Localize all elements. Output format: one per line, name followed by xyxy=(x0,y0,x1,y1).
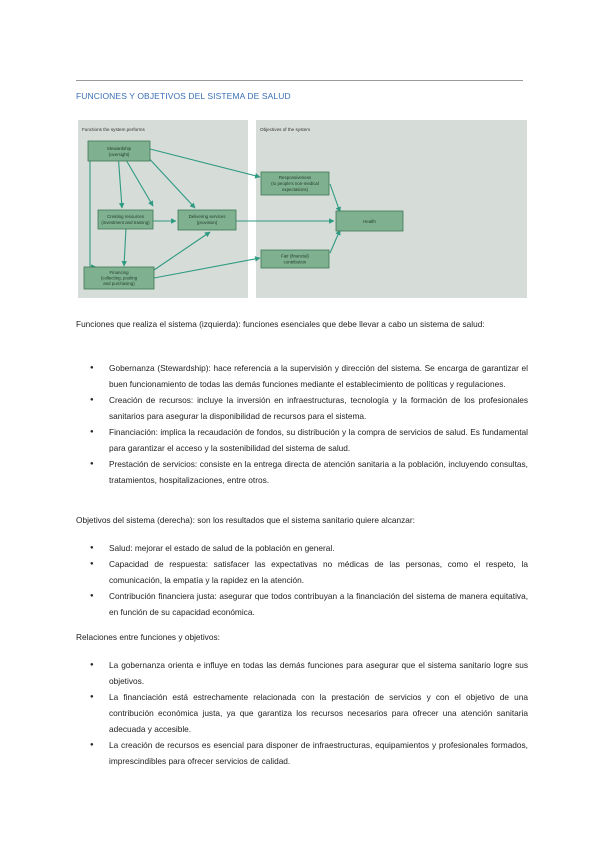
node-financing-line3: and purchasing) xyxy=(103,281,135,286)
list-item: ● Gobernanza (Stewardship): hace referencia a la supervisión y dirección del sistema. Se encarga de garantizar el buen funcionamiento de todas las demás funciones mediante el establecimiento de políticas y regulaciones. xyxy=(76,360,528,392)
objectives-panel-title: Objectives of the system xyxy=(260,127,311,132)
node-responsiveness-line3: expectations) xyxy=(281,187,309,192)
list-item: ● Salud: mejorar el estado de salud de la población en general. xyxy=(76,540,528,556)
relations-intro xyxy=(76,629,528,645)
functions-list xyxy=(76,360,528,488)
node-creating-line2: (investment and training) xyxy=(101,220,150,225)
node-responsiveness-line1: Responsiveness xyxy=(278,175,312,180)
node-health-label: Health xyxy=(363,219,376,224)
node-responsiveness xyxy=(261,172,329,195)
objectives-intro xyxy=(76,512,528,528)
node-fair-line1: Fair (financial) xyxy=(281,253,309,259)
list-item: ● La financiación está estrechamente relacionada con la prestación de servicios y con el objetivo de una contribución económica justa, ya que garantiza los recursos necesarios para ofrecer una atención sanitaria adecuada y accesible. xyxy=(76,689,528,737)
node-fair-line2: contribution xyxy=(283,259,307,265)
node-fair-contribution xyxy=(261,250,329,268)
node-delivering-line1: Delivering services xyxy=(188,214,226,219)
functions-panel-title: Functions the system performs xyxy=(82,127,145,132)
header-rule xyxy=(76,80,523,81)
list-item: ● Creación de recursos: incluye la inversión en infraestructuras, tecnología y la formación de los profesionales sanitarios para asegurar la disponibilidad de recursos para el sistema. xyxy=(76,392,528,424)
node-health xyxy=(336,211,403,231)
objectives-list xyxy=(76,540,528,620)
node-stewardship-line2: (oversight) xyxy=(108,152,130,157)
list-item: ● Contribución financiera justa: asegurar que todos contribuyan a la financiación del sistema de manera equitativa, en función de su capacidad económica. xyxy=(76,588,528,620)
node-delivering-services xyxy=(178,210,236,230)
relations-intro-text: Relaciones entre funciones y objetivos: xyxy=(76,632,220,642)
list-item: ● Prestación de servicios: consiste en la entrega directa de atención sanitaria a la población, incluyendo consultas, tratamientos, hospitalizaciones, entre otros. xyxy=(76,456,528,488)
functions-intro-text: Funciones que realiza el sistema (izquierda): funciones esenciales que debe llevar a cabo un sistema de salud: xyxy=(76,319,485,329)
health-system-diagram xyxy=(78,120,527,298)
node-creating-resources xyxy=(98,210,153,229)
node-stewardship xyxy=(88,141,150,161)
node-financing-line1: Financing xyxy=(109,270,129,275)
node-responsiveness-line2: (to people's non-medical xyxy=(271,181,319,186)
list-item: ● Financiación: implica la recaudación de fondos, su distribución y la compra de servicios de salud. Es fundamental para garantizar el acceso y la sostenibilidad del sistema de salud. xyxy=(76,424,528,456)
objectives-panel xyxy=(256,120,527,298)
node-financing-line2: (collecting, pooling xyxy=(100,275,138,281)
objectives-intro-text: Objetivos del sistema (derecha): son los resultados que el sistema sanitario quiere alcanzar: xyxy=(76,515,415,525)
node-creating-line1: Creating resources xyxy=(106,214,145,219)
list-item: ● La creación de recursos es esencial para disponer de infraestructuras, equipamientos y profesionales formados, imprescindibles para ofrecer servicios de calidad. xyxy=(76,737,528,769)
relations-list xyxy=(76,657,528,769)
functions-intro xyxy=(76,316,528,332)
node-financing xyxy=(84,267,154,289)
section-title: FUNCIONES Y OBJETIVOS DEL SISTEMA DE SALUD xyxy=(76,91,291,101)
list-item: ● La gobernanza orienta e influye en todas las demás funciones para asegurar que el sistema sanitario logre sus objetivos. xyxy=(76,657,528,689)
node-delivering-line2: (provision) xyxy=(196,220,218,225)
node-stewardship-line1: Stewardship xyxy=(106,146,132,151)
list-item: ● Capacidad de respuesta: satisfacer las expectativas no médicas de las personas, como el respeto, la comunicación, la empatía y la rapidez en la atención. xyxy=(76,556,528,588)
